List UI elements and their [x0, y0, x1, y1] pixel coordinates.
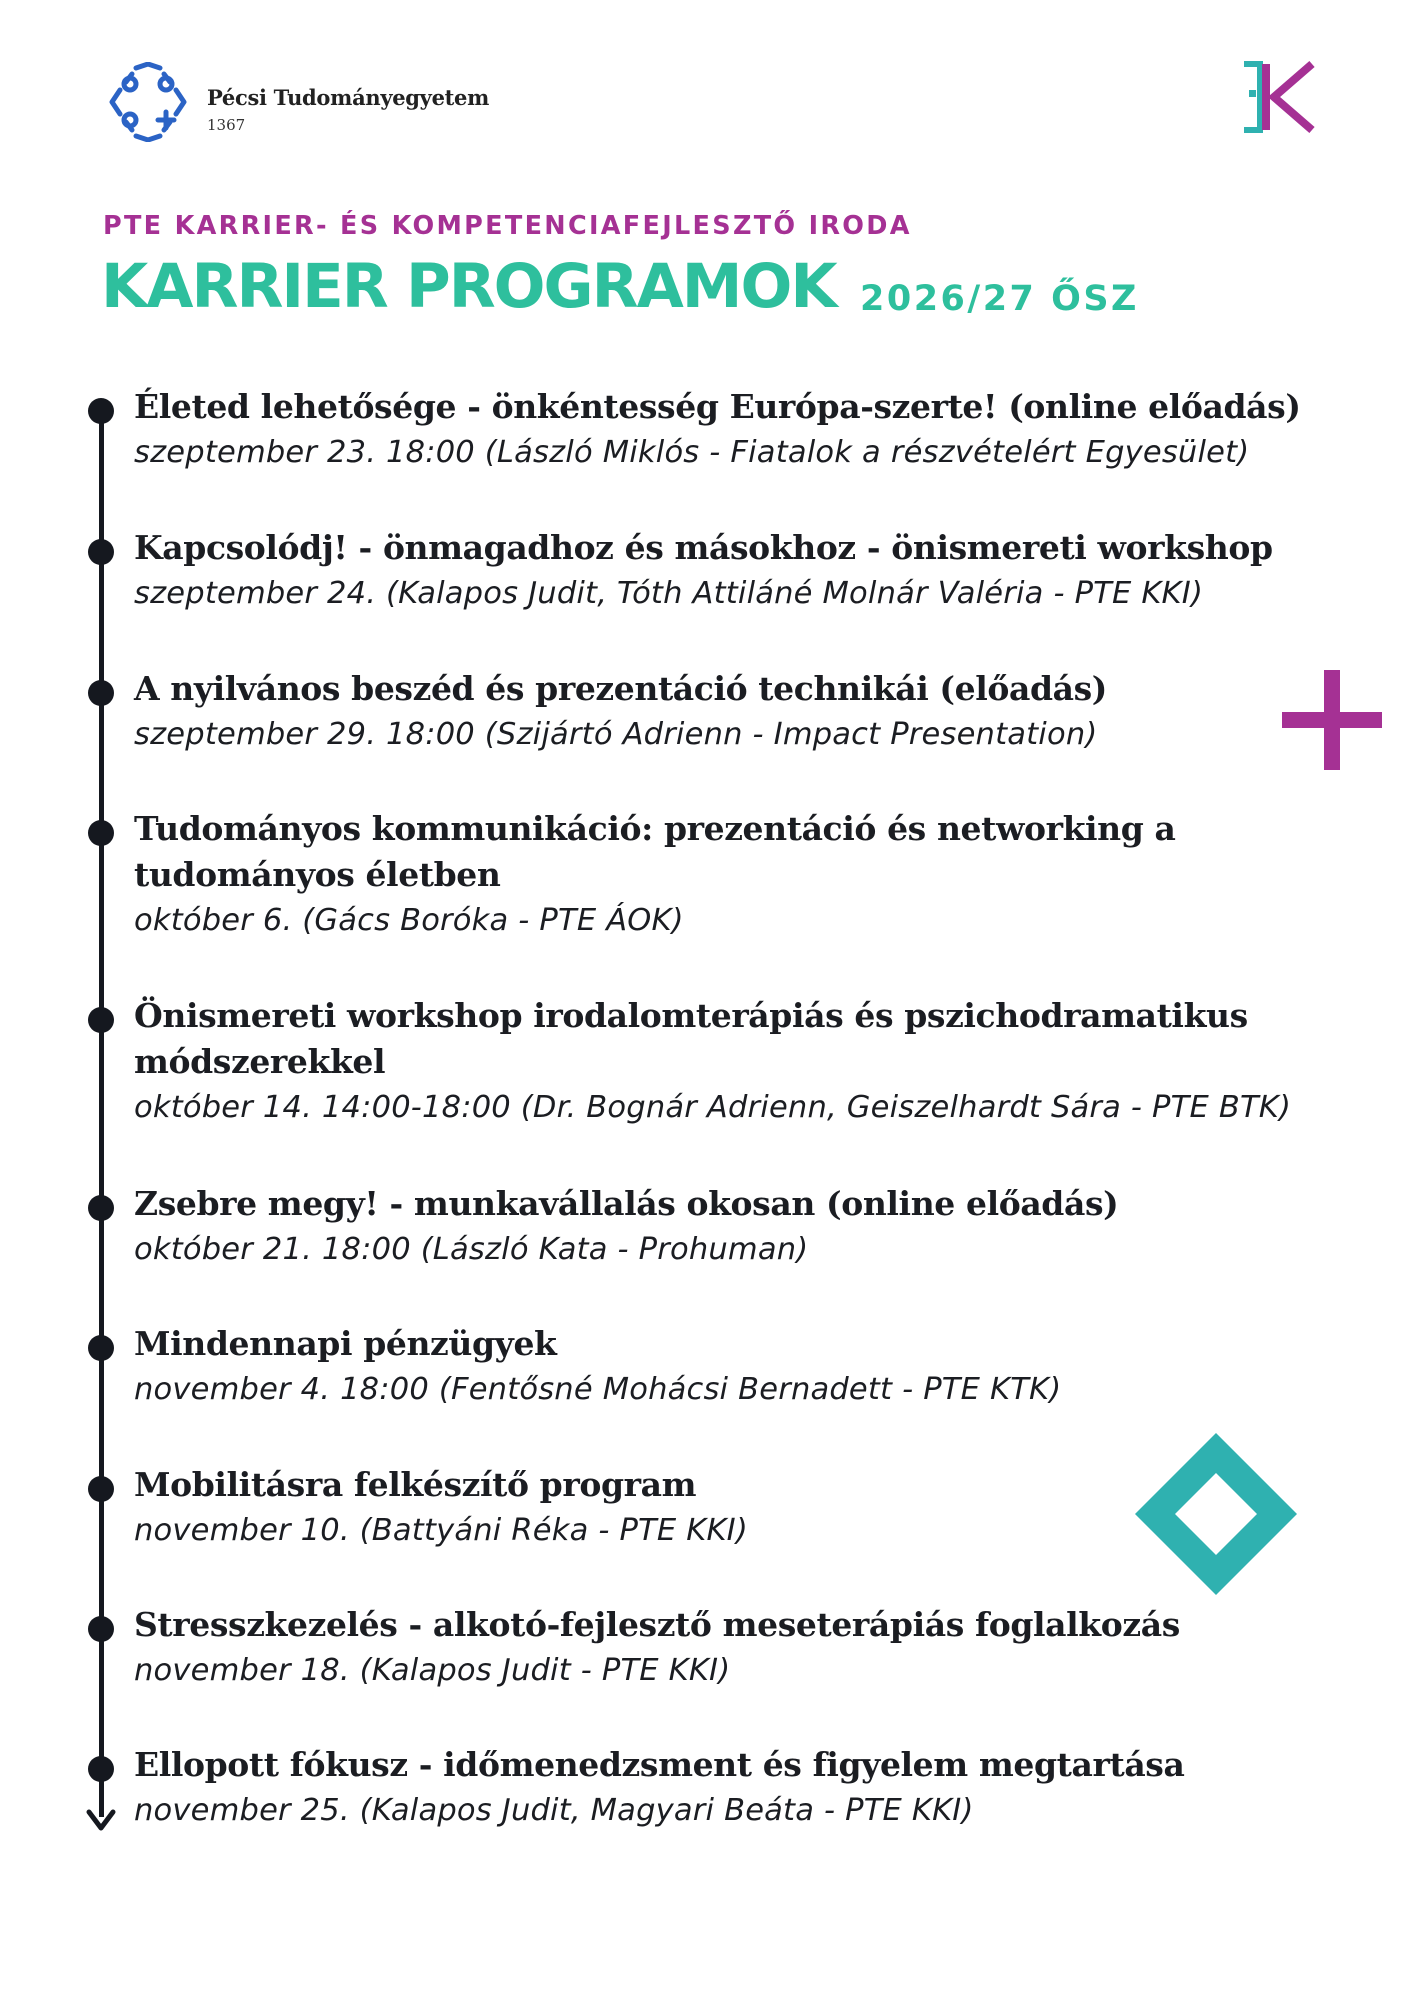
event-item — [134, 1742, 1374, 1834]
event-item — [134, 666, 1374, 758]
timeline-dot — [88, 680, 114, 706]
office-name: PTE KARRIER- ÉS KOMPETENCIAFEJLESZTŐ IRODA — [103, 211, 912, 241]
plus-icon — [1282, 670, 1382, 770]
university-logo-icon — [108, 62, 188, 142]
timeline-dot — [88, 820, 114, 846]
event-title: Tudományos kommunikáció: prezentáció és networking a — [134, 809, 1176, 848]
event-title: Mindennapi pénzügyek — [134, 1324, 557, 1363]
event-details: szeptember 29. 18:00 (Szijártó Adrienn - Impact Presentation) — [134, 717, 1098, 752]
timeline-line — [99, 403, 104, 1817]
timeline-dot — [88, 1476, 114, 1502]
page-title: KARRIER PROGRAMOK — [101, 251, 836, 322]
event-item — [134, 384, 1374, 476]
arrow-down-icon — [86, 1808, 116, 1834]
university-founding-year: 1367 — [207, 116, 246, 134]
timeline-dot — [88, 1195, 114, 1221]
event-details: november 10. (Battyáni Réka - PTE KKI) — [134, 1513, 748, 1548]
event-title: Mobilitásra felkészítő program — [134, 1465, 697, 1504]
timeline-dot — [88, 1616, 114, 1642]
timeline-dot — [88, 1007, 114, 1033]
event-details: november 4. 18:00 (Fentősné Mohácsi Bernadett - PTE KTK) — [134, 1372, 1062, 1407]
event-title-continued: tudományos életben — [134, 855, 501, 894]
event-item — [134, 993, 1374, 1131]
event-item — [134, 806, 1374, 944]
timeline-dot — [88, 1335, 114, 1361]
event-details: szeptember 24. (Kalapos Judit, Tóth Attiláné Molnár Valéria - PTE KKI) — [134, 576, 1204, 611]
event-item — [134, 525, 1374, 617]
event-title: Életed lehetősége - önkéntesség Európa-szerte! (online előadás) — [134, 387, 1301, 426]
timeline-dot — [88, 398, 114, 424]
event-title: Kapcsolódj! - önmagadhoz és másokhoz - önismereti workshop — [134, 528, 1273, 567]
event-item — [134, 1602, 1374, 1694]
university-name: Pécsi Tudományegyetem — [207, 85, 490, 110]
event-title: Zsebre megy! - munkavállalás okosan (online előadás) — [134, 1184, 1119, 1223]
event-title: Ellopott fókusz - időmenedzsment és figyelem megtartása — [134, 1745, 1185, 1784]
semester-subtitle: 2026/27 ŐSZ — [860, 279, 1139, 319]
event-details: november 18. (Kalapos Judit - PTE KKI) — [134, 1653, 731, 1688]
k-logo-icon — [1240, 60, 1320, 134]
event-item — [134, 1181, 1374, 1273]
event-title: Stresszkezelés - alkotó-fejlesztő meseterápiás foglalkozás — [134, 1605, 1180, 1644]
diamond-icon — [1133, 1431, 1299, 1597]
event-title: A nyilvános beszéd és prezentáció technikái (előadás) — [134, 669, 1108, 708]
timeline-dot — [88, 539, 114, 565]
event-details: október 14. 14:00-18:00 (Dr. Bognár Adrienn, Geiszelhardt Sára - PTE BTK) — [134, 1090, 1292, 1125]
event-title-continued: módszerekkel — [134, 1042, 386, 1081]
timeline-dot — [88, 1756, 114, 1782]
event-details: október 21. 18:00 (László Kata - Prohuman) — [134, 1232, 809, 1267]
event-details: november 25. (Kalapos Judit, Magyari Beáta - PTE KKI) — [134, 1793, 974, 1828]
event-title: Önismereti workshop irodalomterápiás és pszichodramatikus — [134, 996, 1248, 1035]
event-item — [134, 1321, 1374, 1413]
event-details: szeptember 23. 18:00 (László Miklós - Fiatalok a részvételért Egyesület) — [134, 435, 1250, 470]
event-details: október 6. (Gács Boróka - PTE ÁOK) — [134, 903, 684, 938]
